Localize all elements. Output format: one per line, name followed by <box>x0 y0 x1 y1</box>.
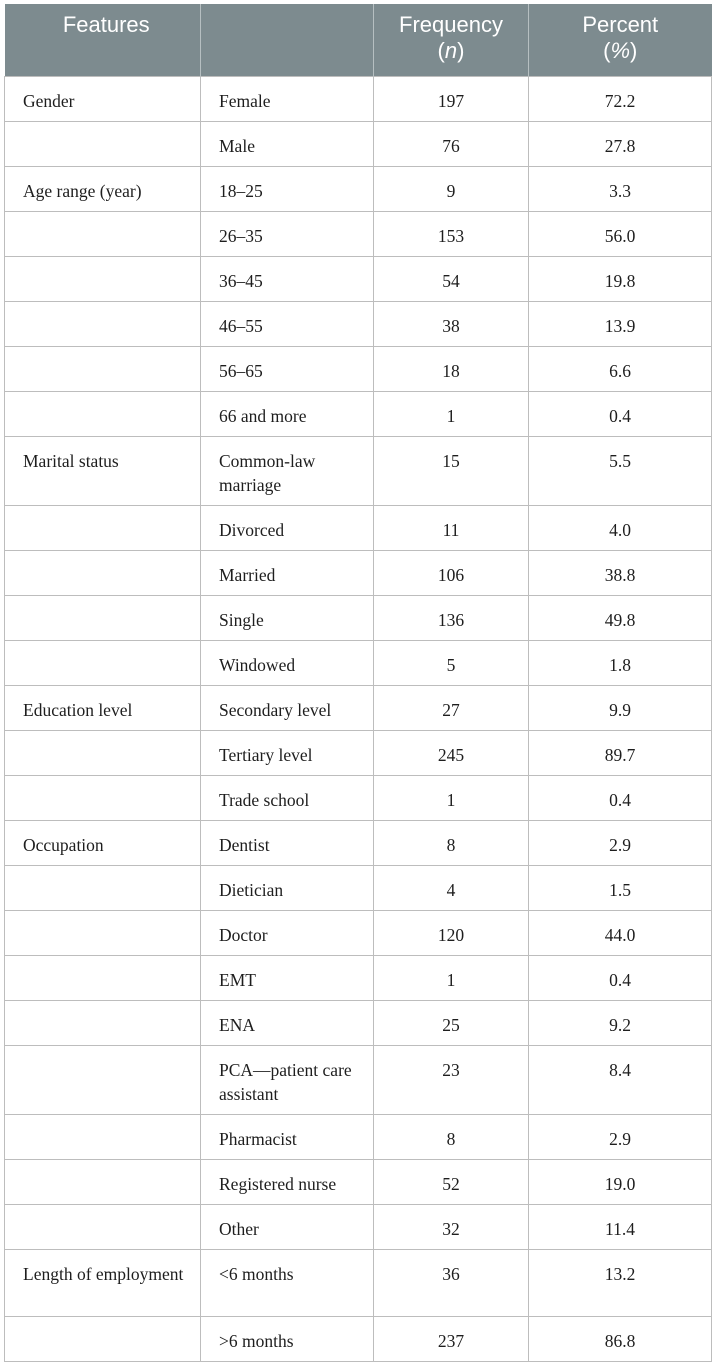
header-frequency-unit: n <box>444 38 458 63</box>
feature-cell <box>5 730 201 775</box>
category-cell: <6 months <box>201 1249 374 1317</box>
frequency-cell: 76 <box>374 121 529 166</box>
frequency-cell: 1 <box>374 775 529 820</box>
frequency-cell: 153 <box>374 211 529 256</box>
percent-cell: 5.5 <box>529 436 712 505</box>
feature-cell <box>5 505 201 550</box>
frequency-cell: 5 <box>374 640 529 685</box>
frequency-cell: 8 <box>374 1114 529 1159</box>
table-row <box>5 595 712 640</box>
table-row <box>5 685 712 730</box>
category-cell: >6 months <box>201 1317 374 1362</box>
frequency-cell: 15 <box>374 436 529 505</box>
feature-cell <box>5 346 201 391</box>
frequency-cell: 237 <box>374 1317 529 1362</box>
table-row <box>5 121 712 166</box>
feature-cell: Occupation <box>5 820 201 865</box>
table-row <box>5 820 712 865</box>
table-row <box>5 1249 712 1317</box>
table-row <box>5 1000 712 1045</box>
percent-cell: 44.0 <box>529 910 712 955</box>
feature-cell <box>5 1045 201 1114</box>
percent-cell: 4.0 <box>529 505 712 550</box>
category-cell: Male <box>201 121 374 166</box>
frequency-cell: 197 <box>374 76 529 121</box>
percent-cell: 8.4 <box>529 1045 712 1114</box>
header-frequency-label: Frequency <box>399 12 503 37</box>
table-row <box>5 211 712 256</box>
percent-cell: 2.9 <box>529 1114 712 1159</box>
feature-cell <box>5 865 201 910</box>
category-cell: Female <box>201 76 374 121</box>
percent-cell: 86.8 <box>529 1317 712 1362</box>
feature-cell: Age range (year) <box>5 166 201 211</box>
frequency-cell: 54 <box>374 256 529 301</box>
category-cell: Secondary level <box>201 685 374 730</box>
percent-cell: 0.4 <box>529 775 712 820</box>
header-percent-unit: % <box>610 38 631 63</box>
percent-cell: 19.8 <box>529 256 712 301</box>
category-cell: 18–25 <box>201 166 374 211</box>
feature-cell <box>5 955 201 1000</box>
category-cell: ENA <box>201 1000 374 1045</box>
table-row <box>5 865 712 910</box>
header-subcategory <box>201 4 374 76</box>
table-row <box>5 436 712 505</box>
percent-cell: 19.0 <box>529 1159 712 1204</box>
feature-cell <box>5 910 201 955</box>
percent-cell: 6.6 <box>529 346 712 391</box>
table-body <box>5 76 712 1362</box>
percent-cell: 13.2 <box>529 1249 712 1317</box>
frequency-cell: 25 <box>374 1000 529 1045</box>
header-frequency: Frequency (n) <box>374 4 529 76</box>
table-row <box>5 910 712 955</box>
frequency-cell: 32 <box>374 1204 529 1249</box>
feature-cell <box>5 640 201 685</box>
category-cell: 46–55 <box>201 301 374 346</box>
table-row <box>5 730 712 775</box>
percent-cell: 0.4 <box>529 955 712 1000</box>
frequency-cell: 18 <box>374 346 529 391</box>
table-row <box>5 1045 712 1114</box>
frequency-cell: 8 <box>374 820 529 865</box>
demographics-table <box>4 4 712 1362</box>
category-cell: PCA—patient care assistant <box>201 1045 374 1114</box>
percent-cell: 9.2 <box>529 1000 712 1045</box>
frequency-cell: 23 <box>374 1045 529 1114</box>
frequency-cell: 52 <box>374 1159 529 1204</box>
percent-cell: 72.2 <box>529 76 712 121</box>
table-row <box>5 256 712 301</box>
category-cell: Divorced <box>201 505 374 550</box>
category-cell: Windowed <box>201 640 374 685</box>
table-row <box>5 955 712 1000</box>
feature-cell: Education level <box>5 685 201 730</box>
category-cell: Pharmacist <box>201 1114 374 1159</box>
percent-cell: 89.7 <box>529 730 712 775</box>
frequency-cell: 1 <box>374 391 529 436</box>
feature-cell <box>5 595 201 640</box>
feature-cell <box>5 121 201 166</box>
feature-cell <box>5 211 201 256</box>
percent-cell: 3.3 <box>529 166 712 211</box>
percent-cell: 56.0 <box>529 211 712 256</box>
percent-cell: 11.4 <box>529 1204 712 1249</box>
category-cell: Tertiary level <box>201 730 374 775</box>
category-cell: Married <box>201 550 374 595</box>
table-row <box>5 391 712 436</box>
percent-cell: 9.9 <box>529 685 712 730</box>
category-cell: Single <box>201 595 374 640</box>
category-cell: Dentist <box>201 820 374 865</box>
header-features: Features <box>5 4 201 76</box>
category-cell: 56–65 <box>201 346 374 391</box>
percent-cell: 49.8 <box>529 595 712 640</box>
category-cell: Registered nurse <box>201 1159 374 1204</box>
table-row <box>5 550 712 595</box>
percent-cell: 13.9 <box>529 301 712 346</box>
header-percent-label: Percent <box>582 12 659 37</box>
table-row <box>5 1317 712 1362</box>
category-cell: Doctor <box>201 910 374 955</box>
table-row <box>5 301 712 346</box>
percent-cell: 1.8 <box>529 640 712 685</box>
frequency-cell: 36 <box>374 1249 529 1317</box>
frequency-cell: 106 <box>374 550 529 595</box>
table-row <box>5 640 712 685</box>
category-cell: Trade school <box>201 775 374 820</box>
table-row <box>5 76 712 121</box>
feature-cell <box>5 391 201 436</box>
table-row <box>5 775 712 820</box>
feature-cell: Length of employment <box>5 1249 201 1317</box>
category-cell: Other <box>201 1204 374 1249</box>
category-cell: EMT <box>201 955 374 1000</box>
percent-cell: 38.8 <box>529 550 712 595</box>
frequency-cell: 136 <box>374 595 529 640</box>
category-cell: 36–45 <box>201 256 374 301</box>
feature-cell <box>5 1317 201 1362</box>
feature-cell <box>5 1000 201 1045</box>
header-row <box>5 4 712 76</box>
category-cell: Common-law marriage <box>201 436 374 505</box>
table-row <box>5 1159 712 1204</box>
table-row <box>5 1114 712 1159</box>
frequency-cell: 120 <box>374 910 529 955</box>
table-row <box>5 346 712 391</box>
feature-cell <box>5 1204 201 1249</box>
percent-cell: 27.8 <box>529 121 712 166</box>
category-cell: 66 and more <box>201 391 374 436</box>
category-cell: 26–35 <box>201 211 374 256</box>
feature-cell <box>5 301 201 346</box>
header-percent: Percent (%) <box>529 4 712 76</box>
feature-cell: Marital status <box>5 436 201 505</box>
percent-cell: 1.5 <box>529 865 712 910</box>
frequency-cell: 38 <box>374 301 529 346</box>
table-row <box>5 1204 712 1249</box>
frequency-cell: 4 <box>374 865 529 910</box>
table-header <box>5 4 712 76</box>
feature-cell <box>5 550 201 595</box>
feature-cell: Gender <box>5 76 201 121</box>
percent-cell: 2.9 <box>529 820 712 865</box>
feature-cell <box>5 256 201 301</box>
feature-cell <box>5 1159 201 1204</box>
percent-cell: 0.4 <box>529 391 712 436</box>
feature-cell <box>5 775 201 820</box>
category-cell: Dietician <box>201 865 374 910</box>
feature-cell <box>5 1114 201 1159</box>
frequency-cell: 27 <box>374 685 529 730</box>
frequency-cell: 9 <box>374 166 529 211</box>
frequency-cell: 245 <box>374 730 529 775</box>
table-row <box>5 166 712 211</box>
frequency-cell: 11 <box>374 505 529 550</box>
table-row <box>5 505 712 550</box>
frequency-cell: 1 <box>374 955 529 1000</box>
